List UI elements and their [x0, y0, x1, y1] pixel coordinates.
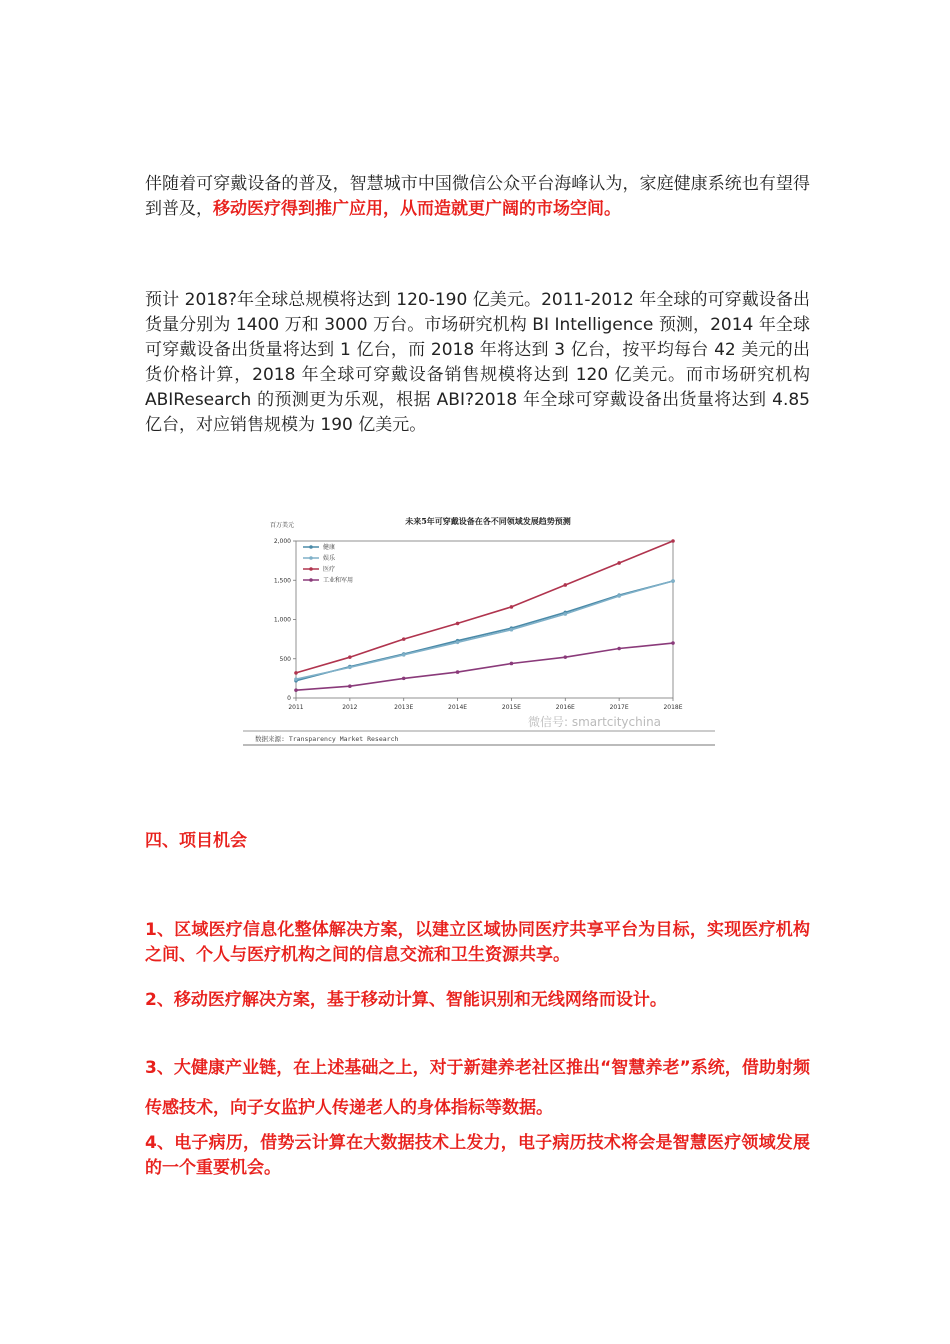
series-2-point — [294, 677, 298, 681]
legend-label-1: 健康 — [323, 544, 336, 551]
series-4-point — [294, 688, 298, 692]
paragraph1-normal: 伴随着可穿戴设备的普及，智慧城市中国微信公众平台海峰认为，家庭健康系统也有望得到普及， — [145, 174, 810, 219]
opportunity-item-1: 1、区域医疗信息化整体解决方案，以建立区域协同医疗共享平台为目标，实现医疗机构之间、个人与医疗机构之间的信息交流和卫生资源共享。 — [145, 920, 810, 965]
chart-y-axis-label: 百万美元 — [270, 522, 295, 529]
series-2-point — [563, 612, 567, 616]
series-3-point — [563, 583, 567, 587]
series-2-point — [617, 594, 621, 598]
legend-marker-2 — [309, 556, 313, 560]
legend-marker-3 — [309, 567, 313, 571]
chart-title: 未来5年可穿戴设备在各不同领域发展趋势预测 — [405, 516, 571, 526]
chart-svg — [243, 503, 715, 748]
series-4-point — [456, 670, 460, 674]
series-3-point — [456, 622, 460, 626]
legend-label-4: 工业和军用 — [323, 577, 354, 584]
series-line-3 — [296, 541, 673, 673]
paragraph-wearables-health — [145, 172, 810, 222]
forecast-line-chart — [243, 503, 715, 748]
series-2-point — [510, 628, 514, 632]
chart-axes — [274, 538, 683, 711]
x-tick-label: 2017E — [609, 704, 629, 711]
opportunity-item-4: 4、电子病历，借势云计算在大数据技术上发力，电子病历技术将会是智慧医疗领域发展的一个重要机会。 — [145, 1133, 810, 1178]
legend-label-2: 娱乐 — [323, 555, 336, 562]
series-2-point — [402, 653, 406, 657]
paragraph1-highlight: 移动医疗得到推广应用，从而造就更广阔的市场空间。 — [213, 199, 621, 219]
series-2-point — [348, 666, 352, 670]
series-2-point — [456, 640, 460, 644]
chart-source: 数据来源: Transparency Market Research — [255, 735, 399, 743]
y-tick-label: 500 — [279, 655, 291, 663]
legend-marker-1 — [309, 545, 313, 549]
series-4-point — [510, 662, 514, 666]
section-heading: 四、项目机会 — [145, 831, 247, 851]
legend-marker-4 — [309, 578, 313, 582]
y-tick-label: 1,500 — [273, 577, 291, 585]
series-3-point — [402, 637, 406, 641]
opportunity-item-3: 3、大健康产业链，在上述基础之上，对于新建养老社区推出“智慧养老”系统，借助射频传感技术，向子女监护人传递老人的身体指标等数据。 — [145, 1058, 810, 1118]
series-3-point — [294, 671, 298, 675]
x-tick-label: 2011 — [288, 704, 304, 711]
paragraph-market-forecast: 预计 2018?年全球总规模将达到 120-190 亿美元。2011-2012 年全球的可穿戴设备出货量分别为 1400 万和 3000 万台。市场研究机构 BI Intelligence 预测，2014 年全球可穿戴设备出货量将达到 1 亿台，而 2018 年将达到 3 亿台，按平均每台 42 美元的出货价格计算，2018 年全球可穿戴设备销售规模将达到 120 亿美元。而市场研究机构 ABIResearch 的预测更为乐观，根据 ABI?2018 年全球可穿戴设备出货量将达到 4.85 亿台，对应销售规模为 190 亿美元。 — [145, 290, 810, 435]
x-tick-label: 2018E — [663, 704, 683, 711]
series-4-point — [402, 677, 406, 681]
x-tick-label: 2012 — [342, 704, 358, 711]
series-3-point — [671, 539, 675, 543]
series-line-1 — [296, 581, 673, 681]
series-4-point — [671, 641, 675, 645]
series-2-point — [671, 579, 675, 583]
chart-watermark: 微信号: smartcitychina — [528, 715, 662, 729]
series-3-point — [617, 561, 621, 565]
y-tick-label: 0 — [287, 695, 291, 702]
x-tick-label: 2016E — [555, 704, 575, 711]
x-tick-label: 2013E — [394, 704, 414, 711]
y-tick-label: 1,000 — [273, 616, 291, 624]
opportunity-item-2: 2、移动医疗解决方案，基于移动计算、智能识别和无线网络而设计。 — [145, 990, 667, 1010]
x-tick-label: 2014E — [448, 704, 468, 711]
chart-legend — [303, 543, 353, 584]
x-tick-label: 2015E — [501, 704, 521, 711]
series-4-point — [563, 655, 567, 659]
series-4-point — [348, 684, 352, 688]
legend-label-3: 医疗 — [323, 566, 336, 573]
series-4-point — [617, 647, 621, 651]
series-3-point — [348, 655, 352, 659]
chart-series-layer — [294, 539, 675, 692]
series-3-point — [510, 605, 514, 609]
y-tick-label: 2,000 — [273, 538, 291, 545]
